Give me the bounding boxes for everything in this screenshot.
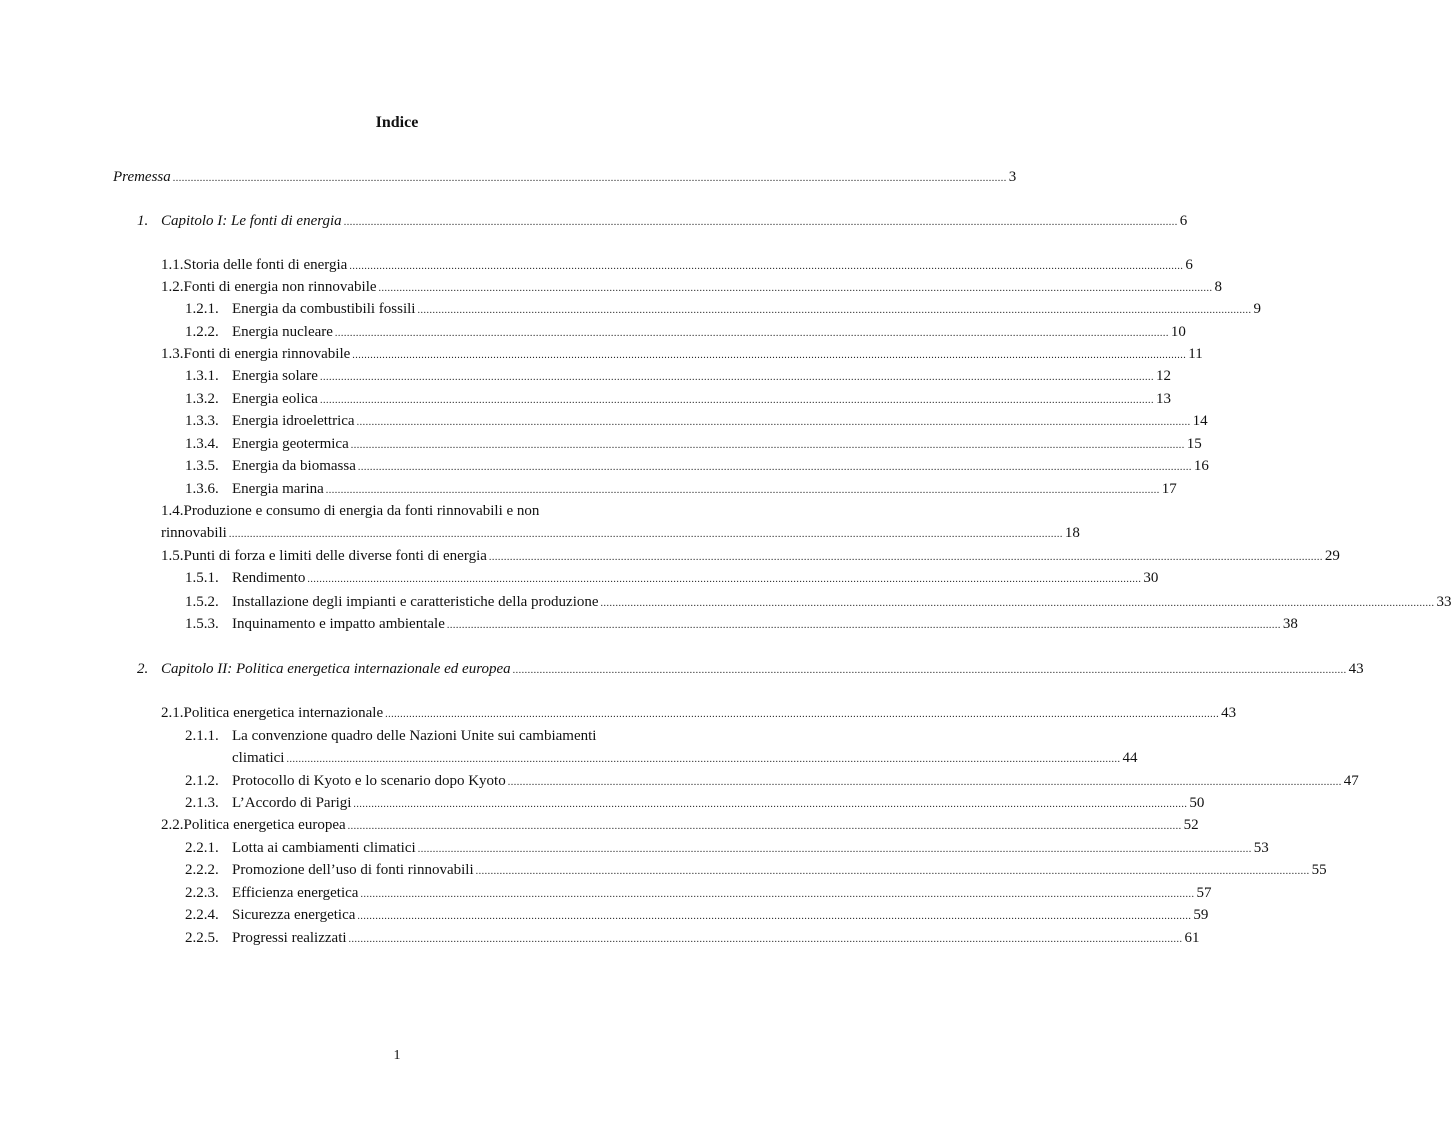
- toc-entry-text: Capitolo I: Le fonti di energia: [161, 213, 342, 229]
- dot-leader: [344, 212, 1178, 234]
- toc-entry-number: 2.2.: [161, 817, 184, 833]
- toc-entry-number: 1.3.5.: [185, 458, 219, 474]
- toc-entry-page: 11: [1188, 346, 1203, 362]
- toc-entry-page: 33: [1436, 594, 1452, 610]
- toc-entry-number: 1.: [137, 213, 149, 229]
- toc-entry-2-2-4[interactable]: [185, 904, 1209, 926]
- dot-leader: [320, 367, 1154, 389]
- toc-entry-page: 30: [1143, 570, 1159, 586]
- toc-entry-page: 13: [1155, 391, 1171, 407]
- toc-entry-2-1-1[interactable]: [185, 725, 1138, 769]
- toc-entry-text-continued: rinnovabili: [161, 525, 227, 541]
- toc-entry-page: 8: [1214, 279, 1223, 295]
- toc-entry-page: 57: [1196, 885, 1212, 901]
- toc-entry-1-3-1[interactable]: [185, 365, 1171, 387]
- toc-entry-2-2-5[interactable]: [185, 927, 1200, 949]
- toc-entry-number: 1.1.: [161, 257, 184, 273]
- toc-entry-number: 2.1.2.: [185, 773, 219, 789]
- toc-entry-number: 1.3.: [161, 346, 184, 362]
- toc-entry-page: 9: [1253, 301, 1261, 317]
- toc-entry-page: 52: [1183, 817, 1199, 833]
- toc-entry-text: Inquinamento e impatto ambientale: [232, 616, 445, 632]
- toc-entry-text: Promozione dell’uso di fonti rinnovabili: [232, 862, 474, 878]
- toc-entry-1-3-2[interactable]: [185, 388, 1171, 410]
- toc-entry-1-3-6[interactable]: [185, 478, 1177, 500]
- dot-leader: [360, 884, 1194, 906]
- toc-title: Indice: [375, 114, 419, 131]
- toc-entry-number: 1.5.1.: [185, 570, 219, 586]
- toc-entry-1-2-2[interactable]: [185, 321, 1186, 343]
- toc-entry-text-continued: climatici: [232, 750, 285, 766]
- toc-entry-2-2[interactable]: [161, 814, 1199, 836]
- toc-entry-text: Punti di forza e limiti delle diverse fonti di energia: [183, 548, 487, 564]
- dot-leader: [352, 345, 1186, 367]
- dot-leader: [229, 524, 1063, 546]
- toc-entry-number: 1.3.4.: [185, 436, 219, 452]
- toc-entry-1-4[interactable]: [161, 500, 1080, 544]
- toc-entry-text: Energia geotermica: [232, 436, 349, 452]
- dot-leader: [173, 168, 1007, 190]
- toc-entry-page: 43: [1348, 661, 1364, 677]
- dot-leader: [349, 929, 1183, 951]
- toc-entry-2-2-3[interactable]: [185, 882, 1212, 904]
- toc-entry-page: 15: [1186, 436, 1202, 452]
- toc-entry-number: 2.2.5.: [185, 930, 219, 946]
- toc-entry-1-3-5[interactable]: [185, 455, 1209, 477]
- toc-entry-1-1[interactable]: [161, 254, 1193, 276]
- toc-entry-number: 1.3.1.: [185, 368, 219, 384]
- toc-entry-number: 2.: [137, 661, 149, 677]
- toc-entry-chapter-2[interactable]: [137, 658, 1364, 680]
- toc-entry-number: 2.2.3.: [185, 885, 219, 901]
- dot-leader: [358, 457, 1192, 479]
- toc-entry-text: Premessa: [113, 169, 171, 185]
- toc-entry-1-3-4[interactable]: [185, 433, 1202, 455]
- page-number: 1: [393, 1048, 401, 1063]
- toc-entry-text: Produzione e consumo di energia da fonti rinnovabili e non: [183, 503, 540, 519]
- toc-entry-1-5-1[interactable]: [185, 567, 1159, 589]
- toc-entry-1-2-1[interactable]: [185, 298, 1261, 320]
- toc-entry-number: 1.3.6.: [185, 481, 219, 497]
- toc-entry-2-1[interactable]: [161, 702, 1237, 724]
- dot-leader: [601, 593, 1435, 615]
- toc-entry-text: Rendimento: [232, 570, 306, 586]
- toc-entry-text: Energia da biomassa: [232, 458, 356, 474]
- toc-entry-1-3[interactable]: [161, 343, 1203, 365]
- dot-leader: [513, 660, 1347, 682]
- toc-entry-number: 1.5.3.: [185, 616, 219, 632]
- toc-entry-page: 38: [1282, 616, 1298, 632]
- toc-entry-text: Sicurezza energetica: [232, 907, 356, 923]
- toc-entry-number: 1.2.: [161, 279, 184, 295]
- toc-entry-text: Politica energetica internazionale: [183, 705, 384, 721]
- toc-entry-number: 2.2.4.: [185, 907, 219, 923]
- toc-entry-text: Efficienza energetica: [232, 885, 359, 901]
- dot-leader: [447, 615, 1281, 637]
- dot-leader: [349, 256, 1183, 278]
- toc-entry-page: 14: [1192, 413, 1208, 429]
- dot-leader: [489, 547, 1323, 569]
- toc-entry-text: Storia delle fonti di energia: [183, 257, 348, 273]
- toc-entry-text: Energia nucleare: [232, 324, 333, 340]
- toc-entry-number: 2.2.1.: [185, 840, 219, 856]
- toc-entry-number: 1.4.: [161, 503, 184, 519]
- toc-entry-text: Fonti di energia rinnovabile: [183, 346, 351, 362]
- toc-entry-number: 1.5.: [161, 548, 184, 564]
- toc-entry-2-1-3[interactable]: [185, 792, 1205, 814]
- toc-entry-number: 2.1.3.: [185, 795, 219, 811]
- dot-leader: [286, 749, 1120, 771]
- toc-entry-2-2-1[interactable]: [185, 837, 1269, 859]
- dot-leader: [417, 300, 1251, 322]
- toc-entry-page: 10: [1170, 324, 1186, 340]
- toc-entry-page: 43: [1221, 705, 1237, 721]
- toc-entry-page: 18: [1064, 525, 1080, 541]
- toc-entry-1-2[interactable]: [161, 276, 1223, 298]
- toc-entry-number: 1.3.3.: [185, 413, 219, 429]
- toc-entry-page: 47: [1343, 773, 1359, 789]
- toc-entry-page: 29: [1324, 548, 1340, 564]
- toc-entry-text: Installazione degli impianti e caratteristiche della produzione: [232, 594, 599, 610]
- toc-entry-text: Energia marina: [232, 481, 324, 497]
- dot-leader: [508, 772, 1342, 794]
- toc-entry-text: Capitolo II: Politica energetica internazionale ed europea: [161, 661, 511, 677]
- toc-entry-1-5-3[interactable]: [185, 613, 1298, 635]
- dot-leader: [385, 704, 1219, 726]
- toc-entry-number: 1.5.2.: [185, 594, 219, 610]
- toc-entry-1-5-2[interactable]: [185, 591, 1452, 613]
- toc-entry-page: 55: [1311, 862, 1327, 878]
- toc-entry-text: Energia solare: [232, 368, 318, 384]
- toc-entry-page: 3: [1008, 169, 1017, 185]
- toc-entry-number: 1.2.2.: [185, 324, 219, 340]
- toc-entry-text: Energia idroelettrica: [232, 413, 355, 429]
- toc-entry-page: 17: [1161, 481, 1177, 497]
- dot-leader: [320, 390, 1154, 412]
- toc-entry-page: 44: [1122, 750, 1138, 766]
- toc-entry-text: Energia eolica: [232, 391, 318, 407]
- dot-leader: [379, 278, 1213, 300]
- dot-leader: [418, 839, 1252, 861]
- toc-entry-number: 2.1.: [161, 705, 184, 721]
- toc-entry-text: La convenzione quadro delle Nazioni Unite sui cambiamenti: [232, 728, 597, 744]
- toc-entry-premessa[interactable]: [113, 166, 1017, 188]
- toc-entry-number: 2.1.1.: [185, 728, 219, 744]
- toc-entry-text: Politica energetica europea: [183, 817, 346, 833]
- toc-entry-text: Progressi realizzati: [232, 930, 347, 946]
- toc-entry-page: 6: [1179, 213, 1188, 229]
- toc-entry-number: 2.2.2.: [185, 862, 219, 878]
- toc-entry-page: 59: [1193, 907, 1209, 923]
- toc-entry-2-1-2[interactable]: [185, 770, 1359, 792]
- dot-leader: [476, 861, 1310, 883]
- toc-entry-page: 50: [1189, 795, 1205, 811]
- dot-leader: [335, 323, 1169, 345]
- toc-entry-text: Lotta ai cambiamenti climatici: [232, 840, 416, 856]
- toc-entry-page: 53: [1253, 840, 1269, 856]
- toc-entry-page: 16: [1193, 458, 1209, 474]
- dot-leader: [357, 412, 1191, 434]
- toc-entry-page: 12: [1155, 368, 1171, 384]
- toc-entry-number: 1.3.2.: [185, 391, 219, 407]
- toc-entry-2-2-2[interactable]: [185, 859, 1327, 881]
- toc-entry-1-3-3[interactable]: [185, 410, 1208, 432]
- toc-entry-page: 6: [1185, 257, 1193, 273]
- toc-entry-text: L’Accordo di Parigi: [232, 795, 352, 811]
- dot-leader: [351, 435, 1185, 457]
- dot-leader: [348, 816, 1182, 838]
- dot-leader: [307, 569, 1141, 591]
- toc-entry-text: Fonti di energia non rinnovabile: [183, 279, 377, 295]
- toc-entry-page: 61: [1184, 930, 1200, 946]
- dot-leader: [357, 906, 1191, 928]
- toc-entry-text: Energia da combustibili fossili: [232, 301, 416, 317]
- toc-entry-number: 1.2.1.: [185, 301, 219, 317]
- dot-leader: [326, 480, 1160, 502]
- toc-entry-chapter-1[interactable]: [137, 210, 1188, 232]
- toc-entry-1-5[interactable]: [161, 545, 1340, 567]
- dot-leader: [353, 794, 1187, 816]
- toc-entry-text: Protocollo di Kyoto e lo scenario dopo Kyoto: [232, 773, 506, 789]
